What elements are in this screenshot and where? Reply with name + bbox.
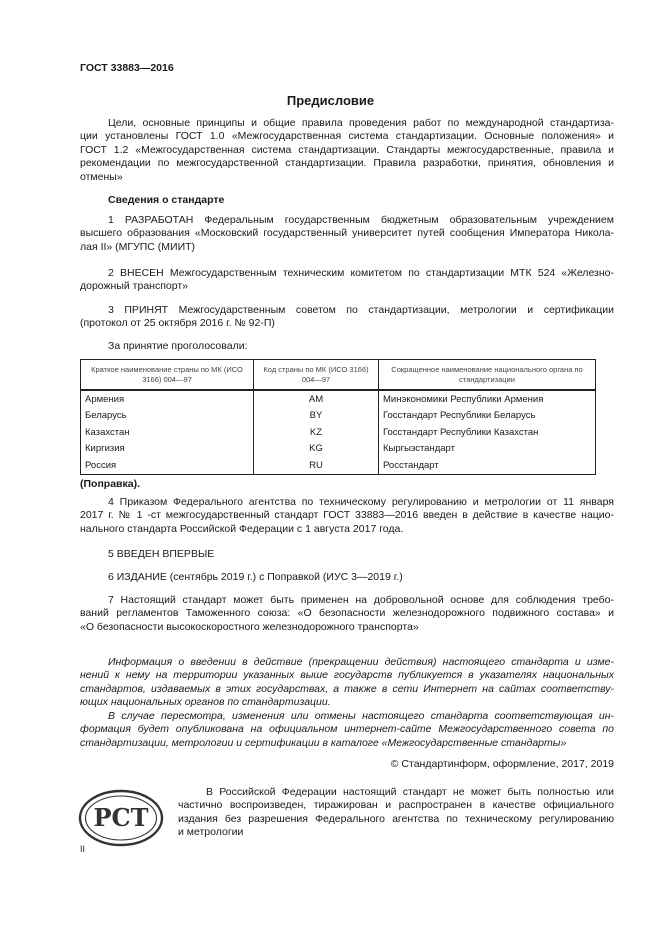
- table-cell: Кыргызстандарт: [379, 441, 596, 458]
- table-cell: Армения: [81, 390, 254, 408]
- rst-logo-icon: [78, 789, 164, 852]
- table-cell: KG: [254, 441, 379, 458]
- intro-paragraph: [80, 117, 614, 184]
- vote-label: За принятие проголосовали:: [108, 340, 248, 352]
- text-line: Цели, основные принципы и общие правила проведения работ по международной стандартиза-: [108, 117, 614, 129]
- table-cell: Госстандарт Республики Беларусь: [379, 408, 596, 425]
- table-cell: Минэкономики Республики Армения: [379, 390, 596, 408]
- text-line: 1 РАЗРАБОТАН Федеральным государственным бюджетным образовательным учреждением: [108, 214, 614, 226]
- text-line: частично воспроизведен, тиражирован и распространен в качестве официального: [178, 799, 614, 812]
- text-line: лая II» (МГУПС (МИИТ): [80, 240, 196, 253]
- text-line: В Российской Федерации настоящий стандарт не может быть полностью или: [206, 786, 614, 798]
- table-cell: RU: [254, 457, 379, 474]
- item-6: 6 ИЗДАНИЕ (сентябрь 2019 г.) с Поправкой (ИУС 3—2019 г.): [108, 571, 403, 583]
- text-line: ющих национальных органов по стандартизации.: [80, 696, 331, 709]
- table-row: [81, 441, 596, 458]
- table-cell: KZ: [254, 424, 379, 441]
- text-line: формация будет опубликована на официальном интернет-сайте Межгосударственного совета по: [80, 723, 614, 736]
- document-header: ГОСТ 33883—2016: [80, 62, 174, 74]
- item-4: [80, 496, 614, 536]
- text-line: 4 Приказом Федерального агентства по техническому регулированию и метрологии от 11 января: [108, 496, 614, 508]
- item-7: [80, 594, 614, 634]
- text-line: нального стандарта Российской Федерации с 1 августа 2017 года.: [80, 522, 404, 535]
- table-cell: AM: [254, 390, 379, 408]
- table-row: [81, 390, 596, 408]
- table-cell: Госстандарт Республики Казахстан: [379, 424, 596, 441]
- column-header: Сокращенное наименование национального органа по стандартизации: [379, 360, 596, 391]
- amendment-note: (Поправка).: [80, 478, 141, 490]
- table-cell: BY: [254, 408, 379, 425]
- table-cell: Росстандарт: [379, 457, 596, 474]
- item-5: 5 ВВЕДЕН ВПЕРВЫЕ: [108, 548, 215, 560]
- text-line: 7 Настоящий стандарт может быть применен на добровольной основе для соблюдения требо-: [108, 594, 614, 606]
- copyright-restriction: [178, 786, 614, 840]
- page-title: Предисловие: [286, 93, 375, 108]
- text-line: ГОСТ 1.2 «Межгосударственная система стандартизации. Стандарты межгосударственные, правила и: [80, 143, 614, 156]
- table-cell: Беларусь: [81, 408, 254, 425]
- text-line: Информация о введении в действие (прекращении действия) настоящего стандарта и изме-: [108, 656, 614, 668]
- info-paragraph-2: [80, 710, 614, 750]
- table-cell: Киргизия: [81, 441, 254, 458]
- text-line: и метрологии: [178, 826, 244, 839]
- text-line: ции установлены ГОСТ 1.0 «Межгосударственная система стандартизации. Основные положения» и: [80, 130, 614, 143]
- text-line: ваний регламентов Таможенного союза: «О безопасности железнодорожного подвижного состава» и: [80, 607, 614, 620]
- item-1: [80, 214, 614, 254]
- text-line: 2 ВНЕСЕН Межгосударственным техническим комитетом по стандартизации МТК 524 «Железно-: [108, 267, 614, 279]
- page-number: II: [80, 844, 86, 854]
- text-line: стандартов, издаваемых в этих государствах, а также в сети Интернет на сайтах соответству-: [80, 682, 614, 695]
- column-header: Краткое наименование страны по МК (ИСО 3166) 004—97: [81, 360, 254, 391]
- table-header-row: [81, 360, 596, 391]
- table-row: [81, 424, 596, 441]
- text-line: издания без разрешения Федерального агентства по техническому регулированию: [178, 812, 614, 825]
- text-line: дорожный транспорт»: [80, 280, 188, 293]
- text-line: 3 ПРИНЯТ Межгосударственным советом по стандартизации, метрологии и сертификации: [108, 304, 614, 316]
- info-paragraph-1: [80, 656, 614, 710]
- text-line: стандартизации, метрологии и сертификации в каталоге «Межгосударственные стандарты»: [80, 736, 567, 749]
- logo-text: РСТ: [93, 803, 149, 832]
- text-line: «О безопасности высокоскоростного железнодорожного транспорта»: [80, 620, 419, 633]
- countries-table: [80, 359, 596, 475]
- text-line: высшего образования «Московский государственный университет путей сообщения Императора Никола-: [80, 227, 614, 240]
- text-line: (протокол от 25 октября 2016 г. № 92-П): [80, 317, 275, 330]
- item-2: [80, 267, 614, 294]
- text-line: 2017 г. № 1 -ст межгосударственный стандарт ГОСТ 33883—2016 введен в действие в качестве нацио-: [80, 509, 614, 522]
- text-line: отмены»: [80, 170, 123, 183]
- table-cell: Казахстан: [81, 424, 254, 441]
- item-3: [80, 304, 614, 331]
- table-cell: Россия: [81, 457, 254, 474]
- copyright-notice: © Стандартинформ, оформление, 2017, 2019: [390, 758, 614, 770]
- text-line: В случае пересмотра, изменения или отмены настоящего стандарта соответствующая ин-: [108, 710, 614, 722]
- text-line: рекомендации по межгосударственной стандартизации. Правила разработки, принятия, обновления и: [80, 157, 614, 170]
- section-subtitle: Сведения о стандарте: [108, 194, 225, 206]
- column-header: Код страны по МК (ИСО 3166) 004—97: [254, 360, 379, 391]
- table-row: [81, 408, 596, 425]
- text-line: нений к нему на территории указанных выше государств публикуется в указателях национальных: [80, 669, 614, 682]
- table-row: [81, 457, 596, 474]
